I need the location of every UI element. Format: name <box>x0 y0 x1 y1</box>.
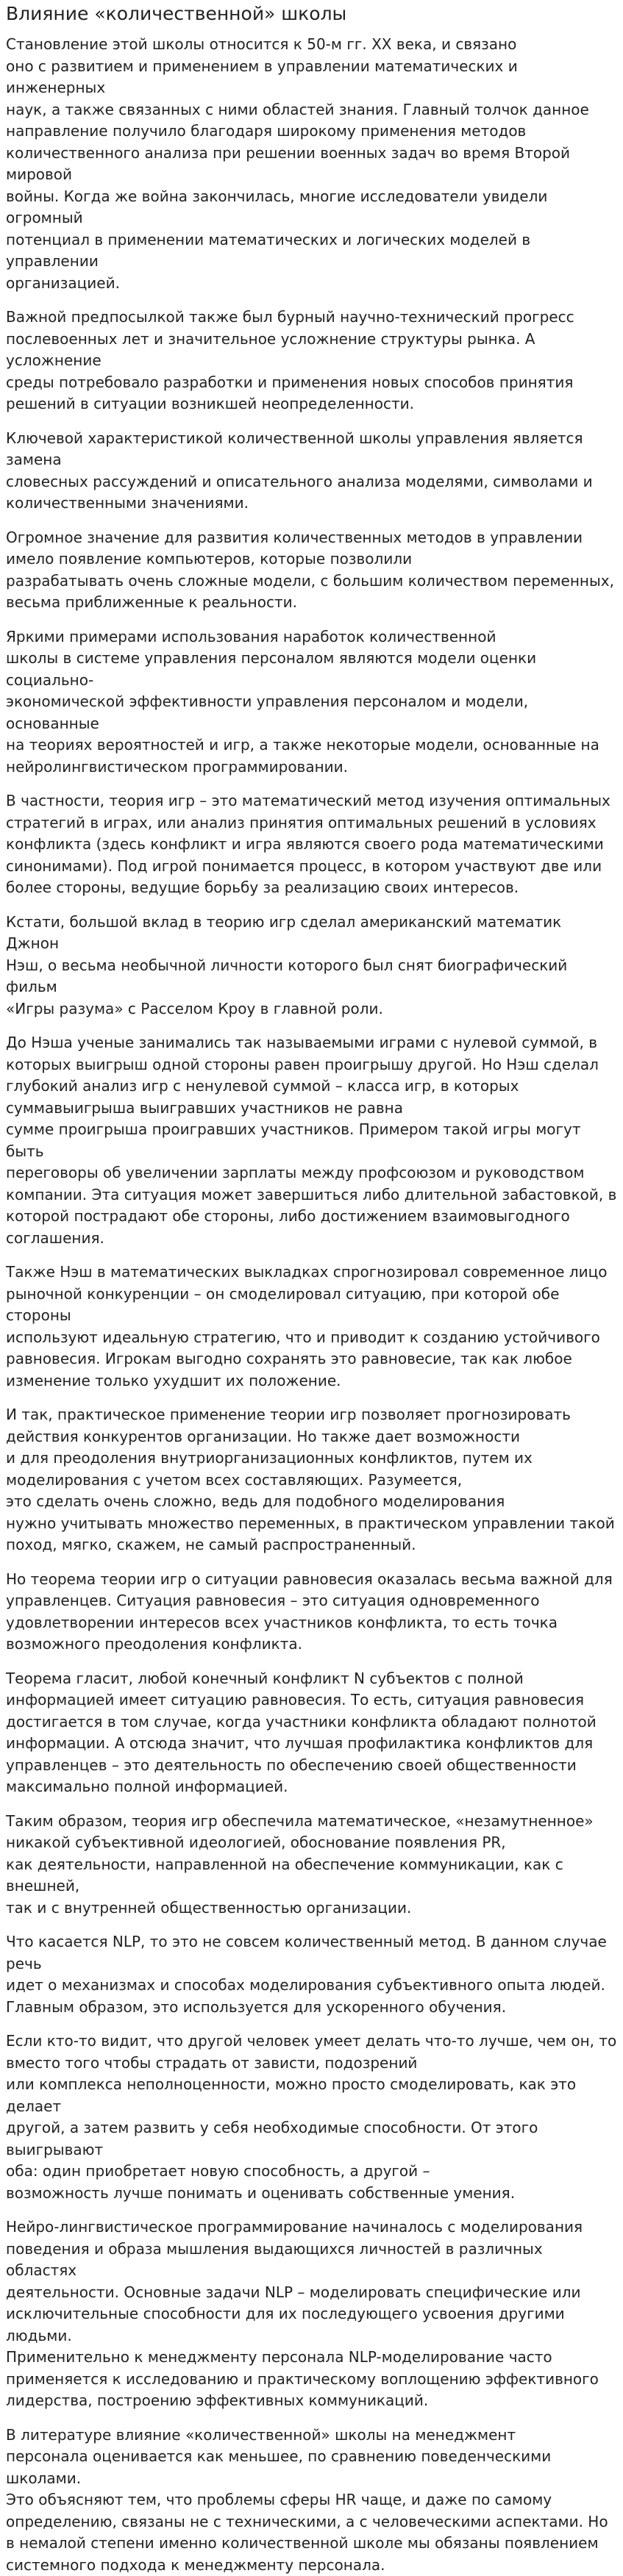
paragraph-10: И так, практическое применение теории игр позволяет прогнозировать действия конкурентов организации. Но также дает возможности и для преодоления внутриорганизационных конфликтов, путем их моделирования с учетом всех составляющих. Разумеется, это сделать очень сложно, ведь для подобного моделирования нужно учитывать множество переменных, в практическом управлении такой поход, мягко, скажем, не самый распространенный. <box>6 1404 617 1556</box>
paragraph-15: Если кто-то видит, что другой человек умеет делать что-то лучше, чем он, то вместо того чтобы страдать от зависти, подозрений или комплекса неполноценности, можно просто смоделировать, как это делает другой, а затем развить у себя необходимые способности. От этого выигрывают оба: один приобретает новую способность, а другой – возможность лучше понимать и оценивать собственные умения. <box>6 2031 617 2204</box>
paragraph-5: Яркими примерами использования наработок количественной школы в системе управления персоналом являются модели оценки социально- экономической эффективности управления персоналом и модели, основанные на теориях вероятностей и игр, а также некоторые модели, основанные на нейролингвистическом программировании. <box>6 626 617 779</box>
paragraph-12: Теорема гласит, любой конечный конфликт N субъектов с полной информацией имеет ситуацию равновесия. То есть, ситуация равновесия достигается в том случае, когда участники конфликта обладают полнотой информации. А отсюда значит, что лучшая профилактика конфликтов для управленцев – это деятельность по обеспечению своей общественности максимально полной информацией. <box>6 1668 617 1798</box>
paragraph-9: Также Нэш в математических выкладках спрогнозировал современное лицо рыночной конкуренции – он смоделировал ситуацию, при которой обе стороны используют идеальную стратегию, что и приводит к созданию устойчивого равновесия. Игрокам выгодно сохранять это равновесие, так как любое изменение только ухудшит их положение. <box>6 1262 617 1392</box>
paragraph-4: Огромное значение для развития количественных методов в управлении имело появление компьютеров, которые позволили разрабатывать очень сложные модели, с большим количеством переменных, весьма приближенные к реальности. <box>6 527 617 614</box>
paragraph-3: Ключевой характеристикой количественной школы управления является замена словесных рассуждений и описательного анализа моделями, символами и количественными значениями. <box>6 428 617 515</box>
paragraph-13: Таким образом, теория игр обеспечила математическое, «незамутненное» никакой субъективной идеологией, обоснование появления PR, как деятельности, направленной на обеспечение коммуникации, как с внешней, так и с внутренней общественностью организации. <box>6 1811 617 1920</box>
article-title: Влияние «количественной» школы <box>6 3 617 25</box>
paragraph-16: Нейро-лингвистическое программирование начиналось с моделирования поведения и образа мышления выдающихся личностей в различных областях деятельности. Основные задачи NLP – моделировать специфические или исключительные способности для их последующего усвоения другими людьми. Применительно к менеджменту персонала NLP-моделирование часто применяется к исследованию и практическому воплощению эффективного лидерства, построению эффективных коммуникаций. <box>6 2217 617 2412</box>
paragraph-1: Становление этой школы относится к 50-м гг. XX века, и связано оно с развитием и применением в управлении математических и инженерных наук, а также связанных с ними областей знания. Главный толчок данное направление получило благодаря широкому применения методов количественного анализа при решении военных задач во время Второй мировой войны. Когда же война закончилась, многие исследователи увидели огромный потенциал в применении математических и логических моделей в управлении организацией. <box>6 34 617 294</box>
paragraph-17: В литературе влияние «количественной» школы на менеджмент персонала оценивается как меньшее, по сравнению поведенческими школами. Это объясняют тем, что проблемы сферы HR чаще, и даже по самому определению, связаны не с техническими, а с человеческими аспектами. Но в немалой степени именно количественной школе мы обязаны появлением системного подхода к менеджменту персонала. <box>6 2425 617 2576</box>
article <box>0 3 623 2576</box>
paragraph-7: Кстати, большой вклад в теорию игр сделал американский математик Джнон Нэш, о весьма необычной личности которого был снят биографический фильм «Игры разума» с Расселом Кроу в главной роли. <box>6 912 617 1020</box>
paragraph-2: Важной предпосылкой также был бурный научно-технический прогресс послевоенных лет и значительное усложнение структуры рынка. А усложнение среды потребовало разработки и применения новых способов принятия решений в ситуации возникшей неопределенности. <box>6 307 617 415</box>
paragraph-14: Что касается NLP, то это не совсем количественный метод. В данном случае речь идет о механизмах и способах моделирования субъективного опыта людей. Главным образом, это используется для ускоренного обучения. <box>6 1931 617 2018</box>
paragraph-11: Но теорема теории игр о ситуации равновесия оказалась весьма важной для управленцев. Ситуация равновесия – это ситуация одновременного удовлетворении интересов всех участников конфликта, то есть точка возможного преодоления конфликта. <box>6 1569 617 1656</box>
paragraph-8: До Нэша ученые занимались так называемыми играми с нулевой суммой, в которых выигрыш одной стороны равен проигрышу другой. Но Нэш сделал глубокий анализ игр с ненулевой суммой – класса игр, в которых суммавыигрыша выигравших участников не равна сумме проигрыша проигравших участников. Примером такой игры могут быть переговоры об увеличении зарплаты между профсоюзом и руководством компании. Эта ситуация может завершиться либо длительной забастовкой, в которой пострадают обе стороны, либо достижением взаимовыгодного соглашения. <box>6 1032 617 1249</box>
paragraph-6: В частности, теория игр – это математический метод изучения оптимальных стратегий в играх, или анализ принятия оптимальных решений в условиях конфликта (здесь конфликт и игра являются своего рода математическими синонимами). Под игрой понимается процесс, в котором участвуют две или более стороны, ведущие борьбу за реализацию своих интересов. <box>6 790 617 899</box>
